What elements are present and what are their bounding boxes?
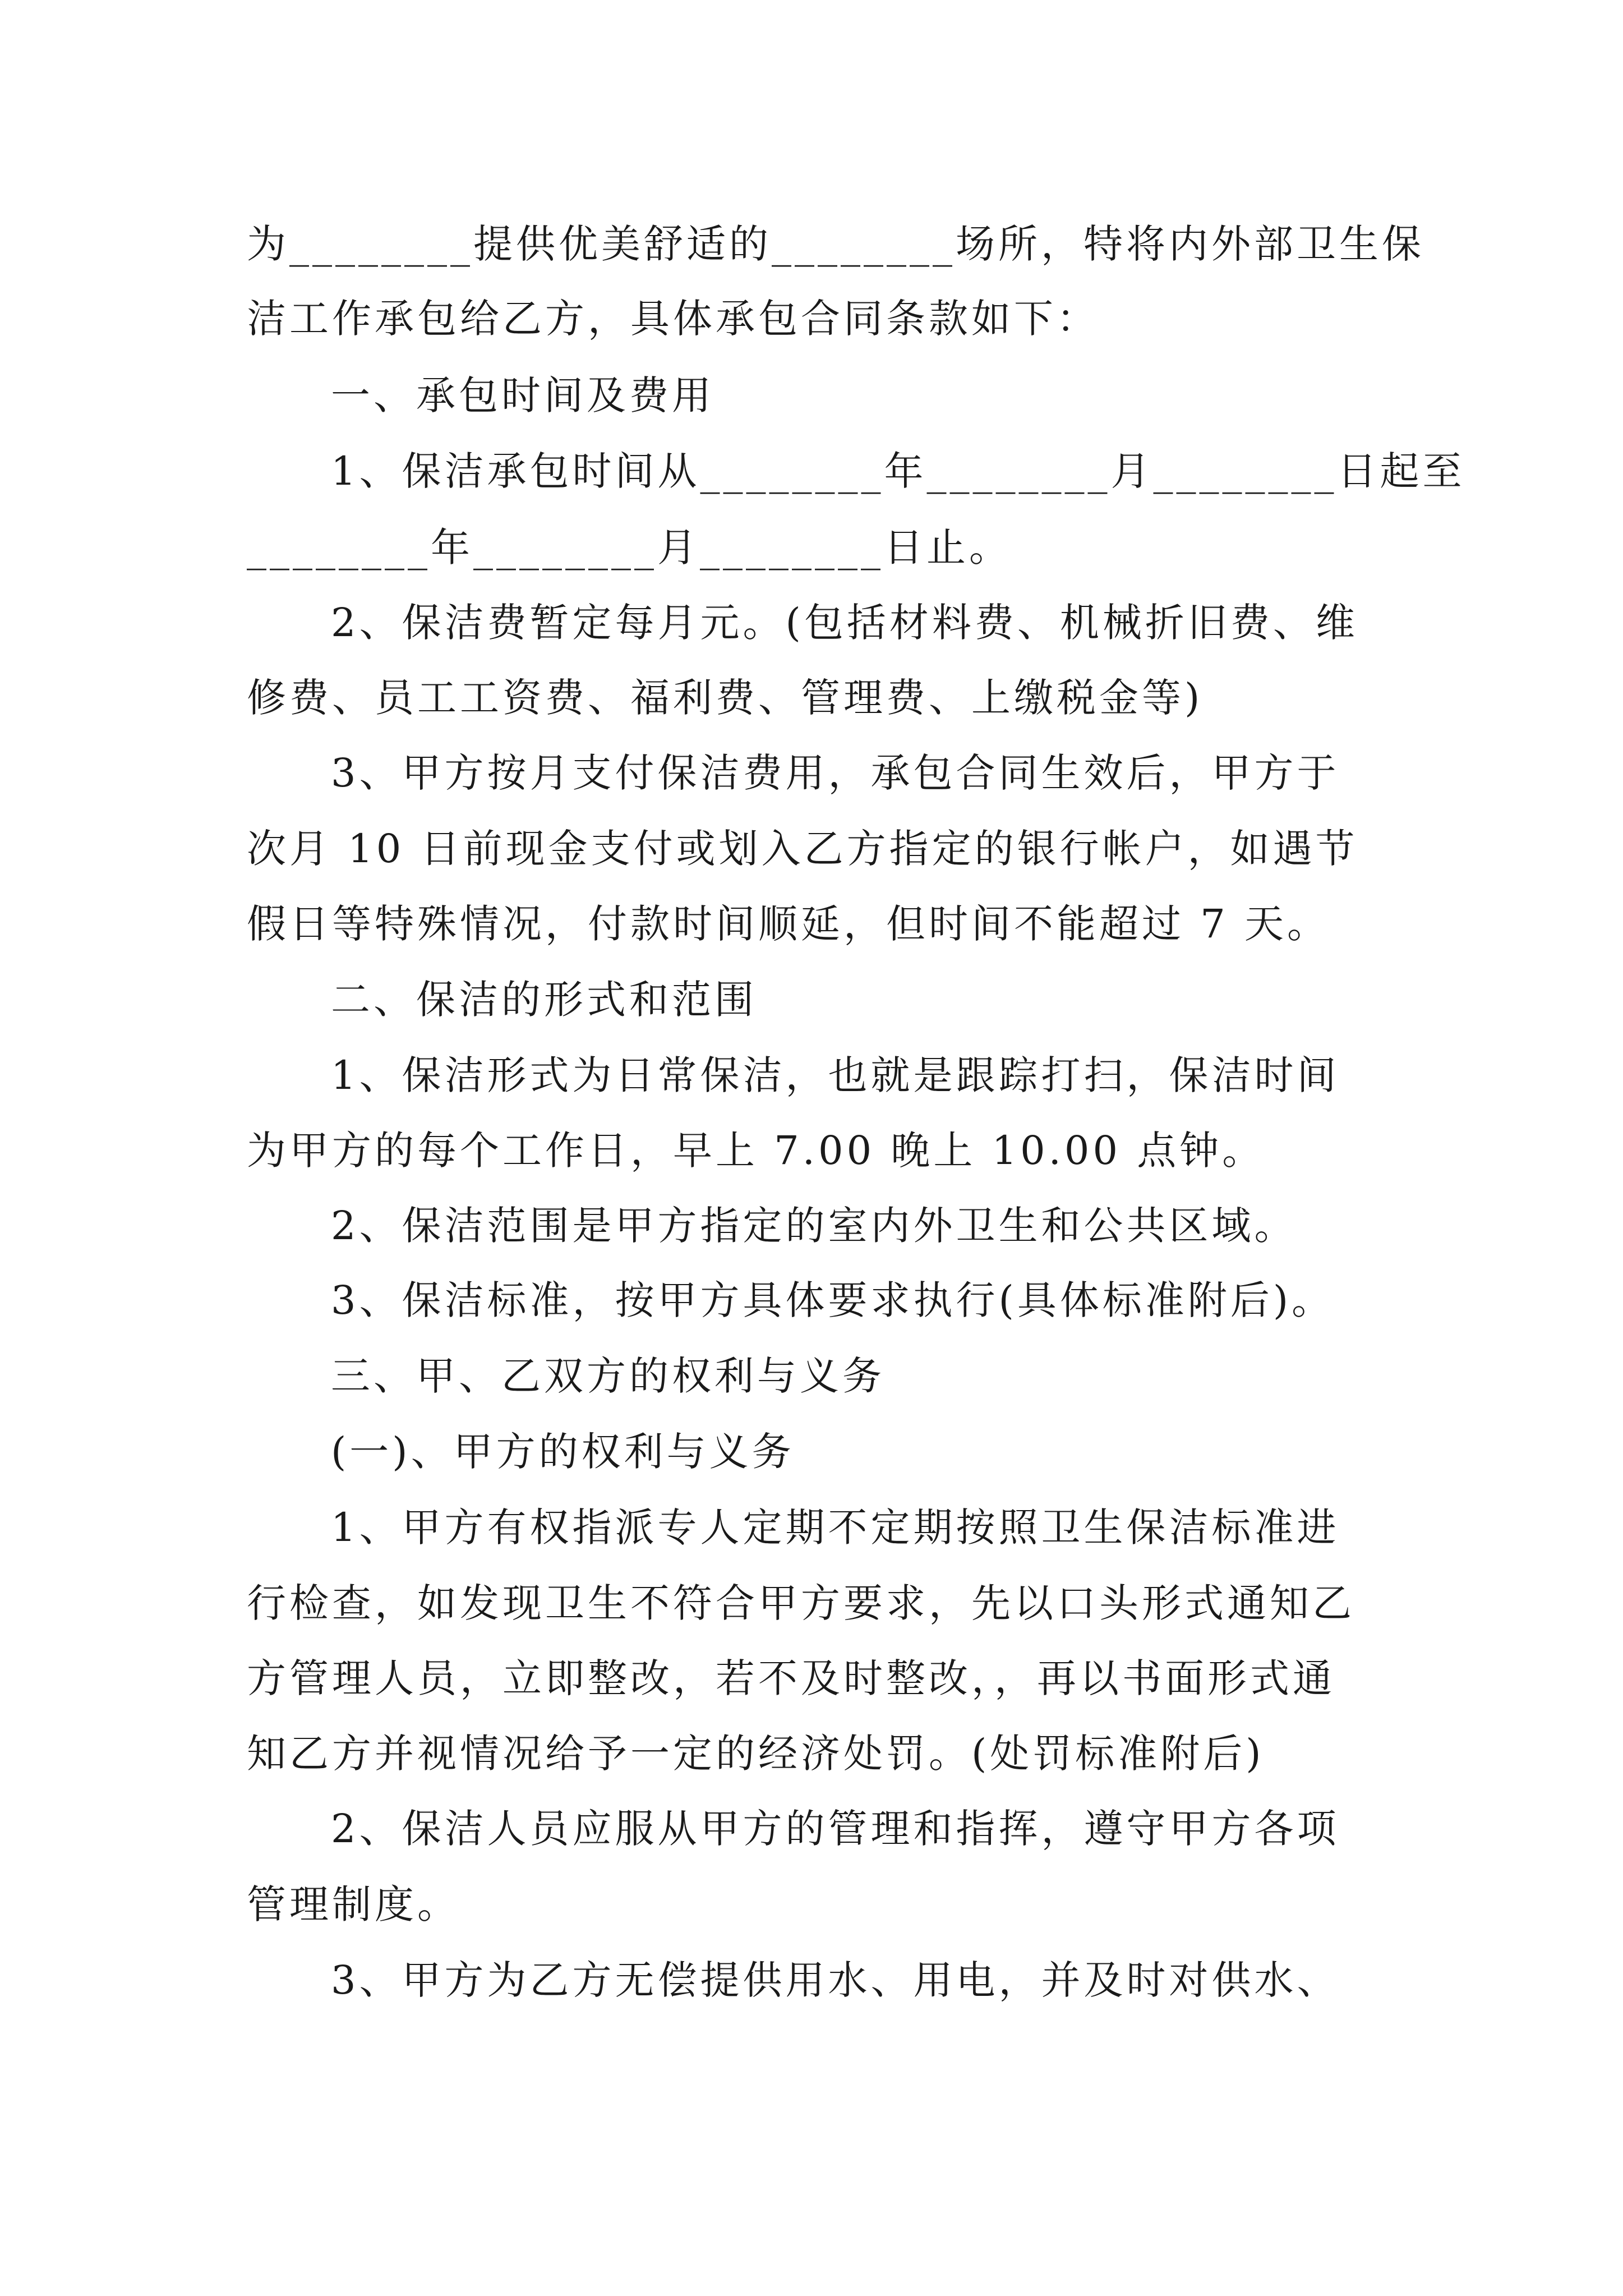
paragraph-line-6: 2、保洁费暂定每月元。(包括材料费、机械折旧费、维 [331, 600, 1358, 646]
paragraph-line-20: 方管理人员，立即整改，若不及时整改，，再以书面形式通 [247, 1655, 1335, 1701]
paragraph-line-9: 次月 10 日前现金支付或划入乙方指定的银行帐户，如遇节 [247, 826, 1358, 872]
paragraph-line-8: 3、甲方按月支付保洁费用，承包合同生效后，甲方于 [331, 750, 1340, 796]
paragraph-line-13: 为甲方的每个工作日，早上 7.00 晚上 10.00 点钟。 [247, 1128, 1265, 1174]
paragraph-line-2: 洁工作承包给乙方，具体承包合同条款如下： [247, 296, 1099, 342]
paragraph-line-12: 1、保洁形式为日常保洁，也就是跟踪打扫，保洁时间 [331, 1052, 1340, 1098]
paragraph-line-18: 1、甲方有权指派专人定期不定期按照卫生保洁标准进 [331, 1504, 1340, 1550]
paragraph-line-24: 3、甲方为乙方无偿提供用水、用电，并及时对供水、 [331, 1957, 1340, 2003]
paragraph-line-21: 知乙方并视情况给予一定的经济处罚。(处罚标准附后) [247, 1731, 1265, 1777]
section-heading-1: 一、承包时间及费用 [331, 372, 714, 418]
paragraph-line-7: 修费、员工工资费、福利费、管理费、上缴税金等) [247, 675, 1204, 721]
paragraph-line-23: 管理制度。 [247, 1881, 460, 1927]
paragraph-line-19: 行检查，如发现卫生不符合甲方要求，先以口头形式通知乙 [247, 1580, 1355, 1626]
paragraph-line-15: 3、保洁标准，按甲方具体要求执行(具体标准附后)。 [331, 1277, 1335, 1323]
subsection-heading-1: (一)、甲方的权利与义务 [331, 1429, 795, 1475]
paragraph-line-4: 1、保洁承包时间从________年________月________日起至 [331, 448, 1465, 494]
section-heading-3: 三、甲、乙双方的权利与义务 [331, 1353, 885, 1399]
paragraph-line-14: 2、保洁范围是甲方指定的室内外卫生和公共区域。 [331, 1203, 1297, 1249]
paragraph-line-1: 为________提供优美舒适的________场所，特将内外部卫生保 [247, 221, 1424, 267]
paragraph-line-5: ________年________月________日止。 [247, 524, 1012, 570]
paragraph-line-10: 假日等特殊情况，付款时间顺延，但时间不能超过 7 天。 [247, 901, 1330, 947]
paragraph-line-22: 2、保洁人员应服从甲方的管理和指挥，遵守甲方各项 [331, 1806, 1340, 1852]
section-heading-2: 二、保洁的形式和范围 [331, 977, 757, 1023]
